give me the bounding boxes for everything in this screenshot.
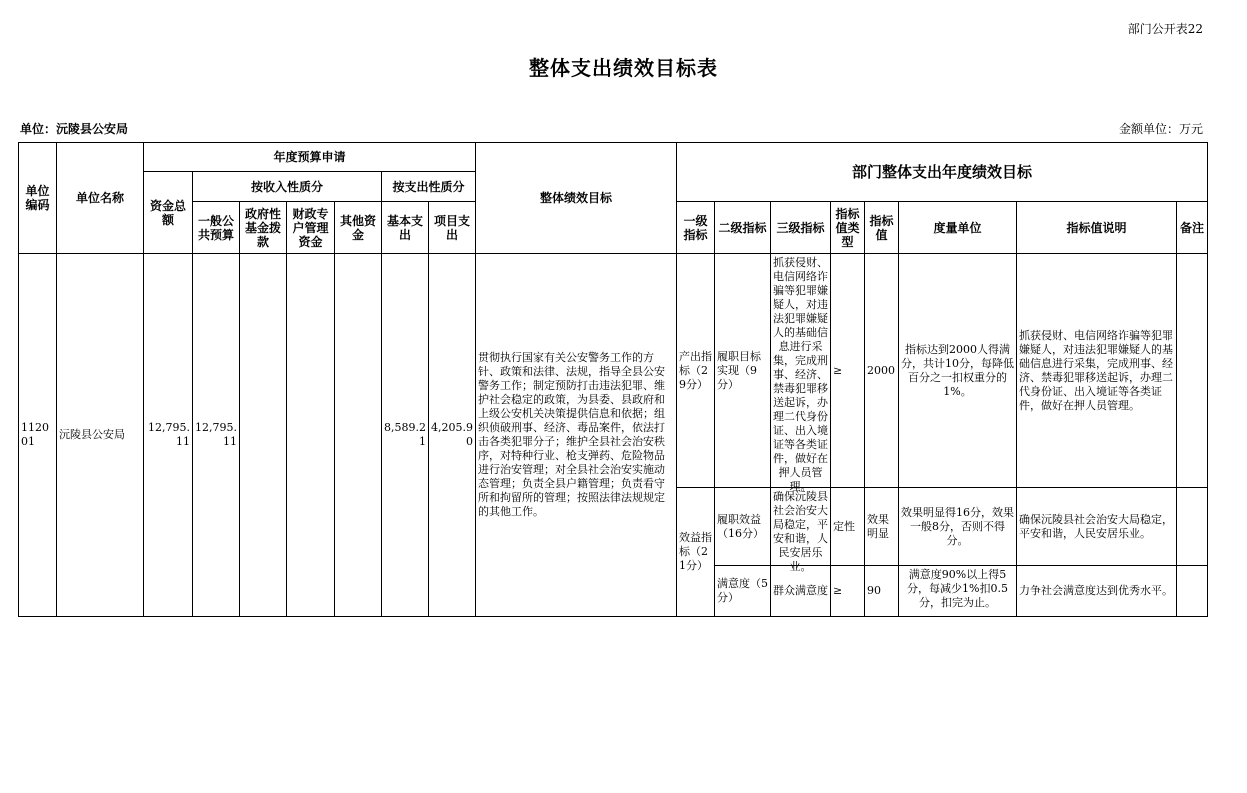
header-dept-goal: 部门整体支出年度绩效目标 [677,143,1208,202]
header-value-desc: 指标值说明 [1017,202,1177,254]
header-remark: 备注 [1177,202,1208,254]
performance-table [18,142,1208,617]
cell-general-budget: 12,795.11 [193,254,240,617]
cell-benefit-level3 [771,488,831,573]
cell-output-level3 [771,254,831,493]
cell-gov-fund [240,254,287,617]
cell-output-measure: 指标达到2000人得满分，共计10分，每降低百分之一扣权重分的1%。 [899,254,1017,488]
cell-output-value: 2000 [865,254,899,488]
page-title: 整体支出绩效目标表 [529,56,718,80]
cell-benefit-desc: 确保沅陵县社会治安大局稳定，平安和谐，人民安居乐业。 [1017,488,1177,566]
header-unit-name: 单位名称 [57,143,144,254]
cell-output-type: ≥ [831,254,865,488]
header-overall-goal: 整体绩效目标 [476,143,677,254]
cell-benefit-level2: 履职效益（16分） [715,488,771,566]
cell-output-level1: 产出指标（29分） [677,254,715,488]
header-value-type: 指标值类型 [831,202,865,254]
cell-satisfaction-desc: 力争社会满意度达到优秀水平。 [1017,566,1177,617]
cell-other-funds [335,254,382,617]
cell-satisfaction-value: 90 [865,566,899,617]
cell-output-remark [1177,254,1208,488]
header-unit-code: 单位编码 [19,143,57,254]
cell-satisfaction-remark [1177,566,1208,617]
header-level3: 三级指标 [771,202,831,254]
cell-benefit-remark [1177,488,1208,566]
cell-satisfaction-measure [899,566,1017,617]
cell-overall-goal: 贯彻执行国家有关公安警务工作的方针、政策和法律、法规，指导全县公安警务工作；制定预防打击违法犯罪、维护社会稳定的政策，为县委、县政府和上级公安机关决策提供信息和依据；组织侦破刑事、经济、毒品案件，依法打击各类犯罪分子；维护全县社会治安秩序，对特种行业、枪支弹药、危险物品进行治安管理；对全县社会治安实施动态管理；负责全县户籍管理；负责看守所和拘留所的管理；按照法律法规规定的其他工作。 [476,254,677,617]
cell-benefit-value: 效果明显 [865,488,899,566]
cell-satisfaction-level2: 满意度（5分） [715,566,771,617]
cell-satisfaction-level3: 群众满意度 [771,566,831,617]
cell-special-account [287,254,335,617]
header-other-funds: 其他资金 [335,202,382,254]
header-gov-fund: 政府性基金拨款 [240,202,287,254]
header-by-expense: 按支出性质分 [382,172,476,202]
header-special-account: 财政专户管理资金 [287,202,335,254]
cell-output-desc: 抓获侵财、电信网络诈骗等犯罪嫌疑人，对违法犯罪嫌疑人的基础信息进行采集，完成刑事、经济、禁毒犯罪移送起诉，办理二代身份证、出入境证等各类证件，做好在押人员管理。 [1017,254,1177,488]
header-measure-unit: 度量单位 [899,202,1017,254]
satisfaction-measure-text: 满意度90%以上得5分，每减少1%扣0.5分，扣完为止。 [907,567,1008,609]
table-number-label: 部门公开表22 [1127,22,1203,36]
header-level1: 一级指标 [677,202,715,254]
unit-label: 单位：沅陵县公安局 [20,122,129,136]
header-general-budget: 一般公共预算 [193,202,240,254]
header-level2: 二级指标 [715,202,771,254]
header-project-expense: 项目支出 [429,202,476,254]
money-unit-label: 金额单位：万元 [1118,122,1203,136]
benefit-level3-text: 确保沅陵县社会治安大局稳定，平安和谐，人民安居乐业。 [773,489,829,573]
header-value: 指标值 [865,202,899,254]
header-total-funds: 资金总额 [144,172,193,254]
cell-benefit-level1: 效益指标（21分） [677,488,715,617]
cell-basic-expense: 8,589.21 [382,254,429,617]
cell-benefit-type: 定性 [831,488,865,566]
header-by-income: 按收入性质分 [193,172,382,202]
header-basic-expense: 基本支出 [382,202,429,254]
cell-unit-name: 沅陵县公安局 [57,254,144,617]
cell-unit-code: 112001 [19,254,57,617]
output-level3-text: 抓获侵财、电信网络诈骗等犯罪嫌疑人，对违法犯罪嫌疑人的基础信息进行采集，完成刑事、经济、禁毒犯罪移送起诉，办理二代身份证、出入境证等各类证件，做好在押人员管理。 [773,255,829,493]
header-annual-budget: 年度预算申请 [144,143,476,172]
cell-project-expense: 4,205.90 [429,254,476,617]
cell-benefit-measure: 效果明显得16分，效果一般8分，否则不得分。 [899,488,1017,566]
cell-total-funds: 12,795.11 [144,254,193,617]
cell-output-level2: 履职目标实现（9分） [715,254,771,488]
cell-satisfaction-type: ≥ [831,566,865,617]
